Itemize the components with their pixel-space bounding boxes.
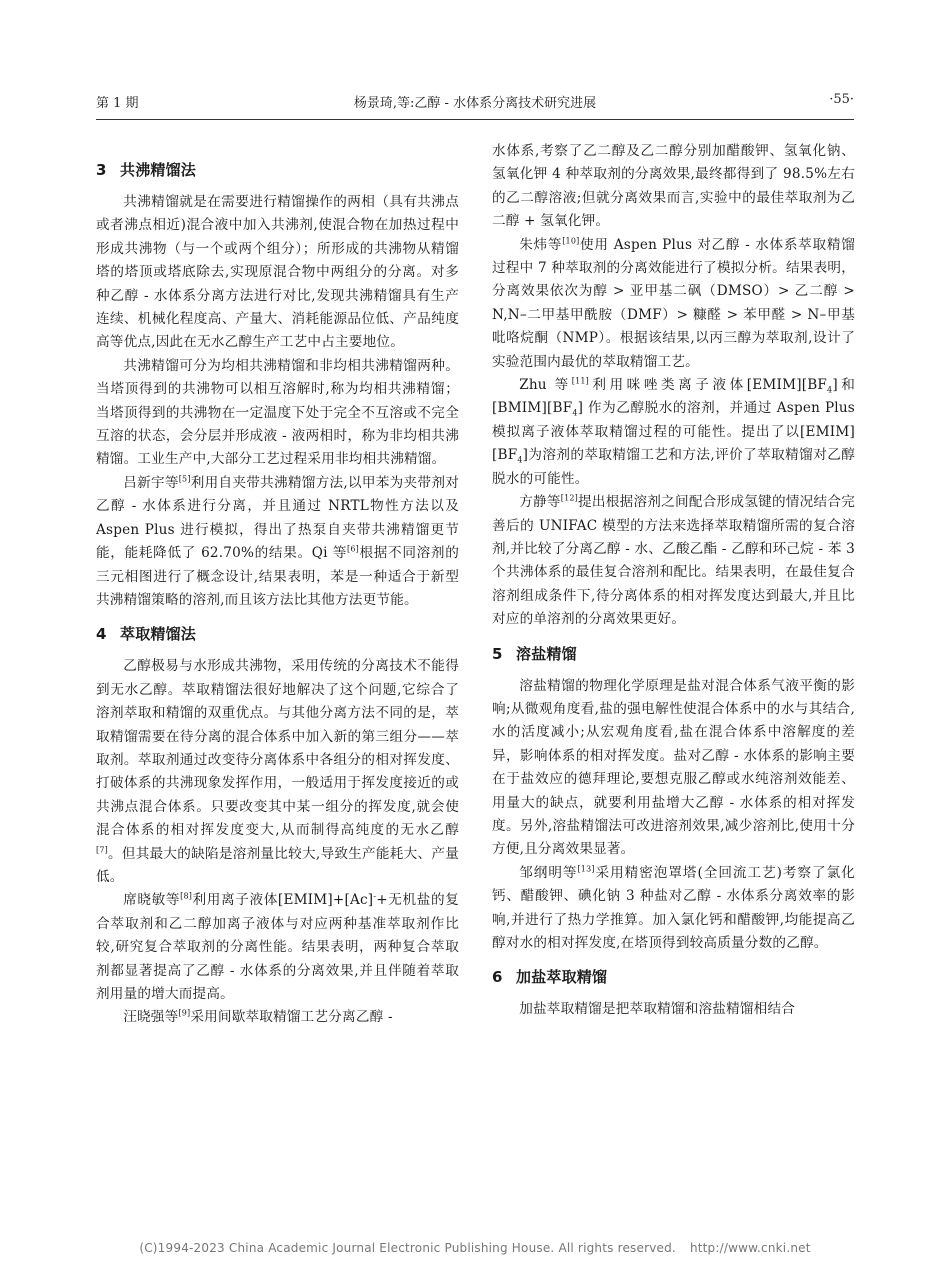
section-number: 3 — [96, 161, 107, 179]
text-run: 根据不同溶剂的三元相图进行了概念设计,结果表明，苯是一种适合于新型共沸精馏策略的溶剂,而且该方法比其他方法更节能。 — [96, 545, 459, 608]
superscript: - — [373, 891, 377, 901]
subscript: 4 — [572, 409, 578, 419]
text-run: 利用离子液体[EMIM]+[Ac] — [192, 892, 374, 909]
text-run: 提出根据溶剂之间配合形成氢键的情况结合完善后的 UNIFAC 模型的方法来选择萃取精馏所需的复合溶剂,并比较了分离乙醇 - 水、乙酸乙酯 - 乙醇和环己烷 - 苯 3 个共沸体系的最佳复合溶剂和配比。结果表明，在最佳复合溶剂组成条件下,待分离体系的相对挥发度达到最大,并且比对应的单溶剂的分离效果更好。 — [492, 494, 855, 628]
footer-link[interactable]: http://www.cnki.net — [689, 1241, 811, 1255]
section-heading-5 — [492, 642, 855, 666]
section-number: 4 — [96, 625, 107, 644]
paragraph: 加盐萃取精馏是把萃取精馏和溶盐精馏相结合 — [519, 1001, 796, 1018]
citation-ref: [11] — [571, 376, 590, 386]
text-run: ] 作为乙醇脱水的溶剂，并通过 Aspen Plus 模拟离子液体萃取精馏过程的可能性。提出了以[EMIM][BF — [492, 400, 855, 464]
text-run: 汪晓强等 — [123, 1009, 179, 1026]
section-title: 共沸精馏法 — [120, 161, 197, 179]
citation-ref: [9] — [178, 1008, 191, 1018]
paragraph: 共沸精馏就是在需要进行精馏操作的两相（具有共沸点或者沸点相近)混合液中加入共沸剂,使混合物在加热过程中形成共沸物（与一个或两个组分）；所形成的共沸物从精馏塔的塔顶或塔底除去,实现原混合物中两组分的分离。对多种乙醇 - 水体系分离方法进行对比,发现共沸精馏具有生产连续、机械化程度高、产量大、消耗能源品位低、产品纯度高等优点,因此在无水乙醇生产工艺中占主要地位。 — [96, 194, 459, 351]
text-run: 利用咪唑类离子液体[EMIM][BF — [589, 377, 828, 394]
section-number: 5 — [492, 644, 503, 663]
text-run: ]和[BMIM][BF — [492, 377, 855, 417]
header-rule — [96, 119, 854, 120]
text-run: Zhu 等 — [519, 377, 572, 394]
text-run: +无机盐的复合萃取剂和乙二醇加离子液体与对应两种基准萃取剂作比较,研究复合萃取剂的分离性能。结果表明，两种复合萃取剂都显著提高了乙醇 - 水体系的分离效果,并且伴随着萃取剂用量的增大而提高。 — [96, 892, 459, 1002]
right-column — [492, 140, 855, 1022]
left-column — [96, 140, 459, 1030]
text-run: 邹纲明等 — [519, 864, 578, 881]
citation-ref: [12] — [560, 493, 578, 503]
paragraph: 共沸精馏可分为均相共沸精馏和非均相共沸精馏两种。当塔顶得到的共沸物可以相互溶解时,称为均相共沸精馏；当塔顶得到的共沸物在一定温度下处于完全不互溶或不完全互溶的状态，会分层并形成液 - 液两相时，称为非均相共沸精馏。工业生产中,大部分工艺过程采用非均相共沸精馏。 — [96, 357, 459, 468]
subscript: 4 — [827, 385, 833, 395]
text-run: 采用间歇萃取精馏工艺分离乙醇 - — [190, 1009, 393, 1026]
section-number: 6 — [492, 968, 503, 987]
text-run: 乙醇极易与水形成共沸物，采用传统的分离技术不能得到无水乙醇。萃取精馏法很好地解决了这个问题,它综合了溶剂萃取和精馏的双重优点。与其他分离方法不同的是，萃取精馏需要在待分离的混合体系中加入新的第三组分——萃取剂。萃取剂通过改变待分离体系中各组分的相对挥发度、打破体系的共沸现象发挥作用，一般适用于挥发度接近的或共沸点混合体系。只要改变其中某一组分的挥发度,就会使混合体系的相对挥发度变大,从而制得高纯度的无水乙醇 — [96, 658, 459, 839]
text-run: 。但其最大的缺陷是溶剂量比较大,导致生产能耗大、产量低。 — [96, 845, 459, 885]
issue-number: 第 1 期 — [96, 96, 139, 111]
text-run: 利用自夹带共沸精馏方法,以甲苯为夹带剂对乙醇 - 水体系进行分离，并且通过 NRTL物性方法以及 Aspen Plus 进行模拟，得出了热泵自夹带共沸精馏更节能，能耗降低了 62.70%的结果。Qi 等 — [96, 474, 459, 562]
paragraph — [96, 889, 459, 1006]
section-title: 溶盐精馏 — [516, 644, 577, 663]
text-run: 使用 Aspen Plus 对乙醇 - 水体系萃取精馏过程中 7 种萃取剂的分离效能进行了模拟分析。结果表明，分离效果依次为醇 > 亚甲基二砜（DMSO）> 乙二醇 > N,N–二甲基甲酰胺（DMF）> 糠醛 > 苯甲醛 > N–甲基吡咯烷酮（NMP）。根据该结果,以丙三醇为萃取剂,设计了实验范围内最优的萃取精馏工艺。 — [492, 236, 855, 370]
paragraph — [492, 234, 855, 374]
paragraph — [492, 374, 855, 491]
paragraph — [96, 472, 459, 612]
citation-ref: [10] — [562, 236, 580, 246]
paragraph-continued: 水体系,考察了乙二醇及乙二醇分别加醋酸钾、氢氧化钠、氢氧化钾 4 种萃取剂的分离效果,最终都得到了 98.5%左右的乙二醇溶液;但就分离效果而言,实验中的最佳萃取剂为乙二醇 + 氢氧化钾。 — [492, 143, 855, 230]
section-title: 加盐萃取精馏 — [516, 968, 608, 987]
text-run: ]为溶剂的萃取精馏工艺和方法,评价了萃取精馏对乙醇脱水的可能性。 — [492, 447, 855, 487]
running-header — [96, 92, 854, 116]
citation-ref: [7] — [96, 845, 108, 855]
text-run: 吕新宇等 — [123, 474, 179, 491]
text-run: 采用精密泡罩塔(全回流工艺)考察了氯化钙、醋酸钾、碘化钠 3 种盐对乙醇 - 水体系分离效率的影响,并进行了热力学推算。加入氯化钙和醋酸钾,均能提高乙醇对水的相对挥发度,在塔顶得到较高质量分数的乙醇。 — [492, 864, 855, 951]
section-heading-6 — [492, 965, 855, 989]
citation-ref: [6] — [347, 544, 359, 554]
section-heading-4 — [96, 622, 459, 646]
page-number: ·55· — [829, 92, 854, 107]
citation-ref: [5] — [178, 474, 191, 484]
paragraph: 溶盐精馏的物理化学原理是盐对混合体系气液平衡的影响;从微观角度看,盐的强电解性使混合体系中的水与其结合,水的活度减小;从宏观角度看,盐在混合体系中溶解度的差异，影响体系的相对挥发度。盐对乙醇 - 水体系的影响主要在于盐效应的德拜理论,要想克服乙醇或水纯溶剂效能差、用量大的缺点，就要利用盐增大乙醇 - 水体系的相对挥发度。另外,溶盐精馏法可改进溶剂效果,减少溶剂比,使用十分方便,且分离效果显著。 — [492, 677, 855, 858]
running-title: 杨景琦,等:乙醇 - 水体系分离技术研究进展 — [353, 96, 597, 111]
paragraph — [96, 655, 459, 889]
citation-ref: [8] — [180, 891, 193, 901]
paragraph — [492, 862, 855, 956]
section-title: 萃取精馏法 — [120, 625, 197, 644]
section-heading-3 — [96, 158, 459, 182]
paragraph — [96, 1006, 459, 1029]
paragraph — [492, 491, 855, 631]
text-run: 方静等 — [519, 494, 561, 511]
copyright-notice: (C)1994-2023 China Academic Journal Electronic Publishing House. All rights reserved. — [139, 1241, 676, 1255]
text-run: 朱炜等 — [519, 236, 563, 253]
subscript: 4 — [517, 456, 523, 465]
page-footer — [0, 1241, 950, 1255]
citation-ref: [13] — [577, 864, 595, 874]
text-run: 席晓敏等 — [123, 892, 181, 909]
